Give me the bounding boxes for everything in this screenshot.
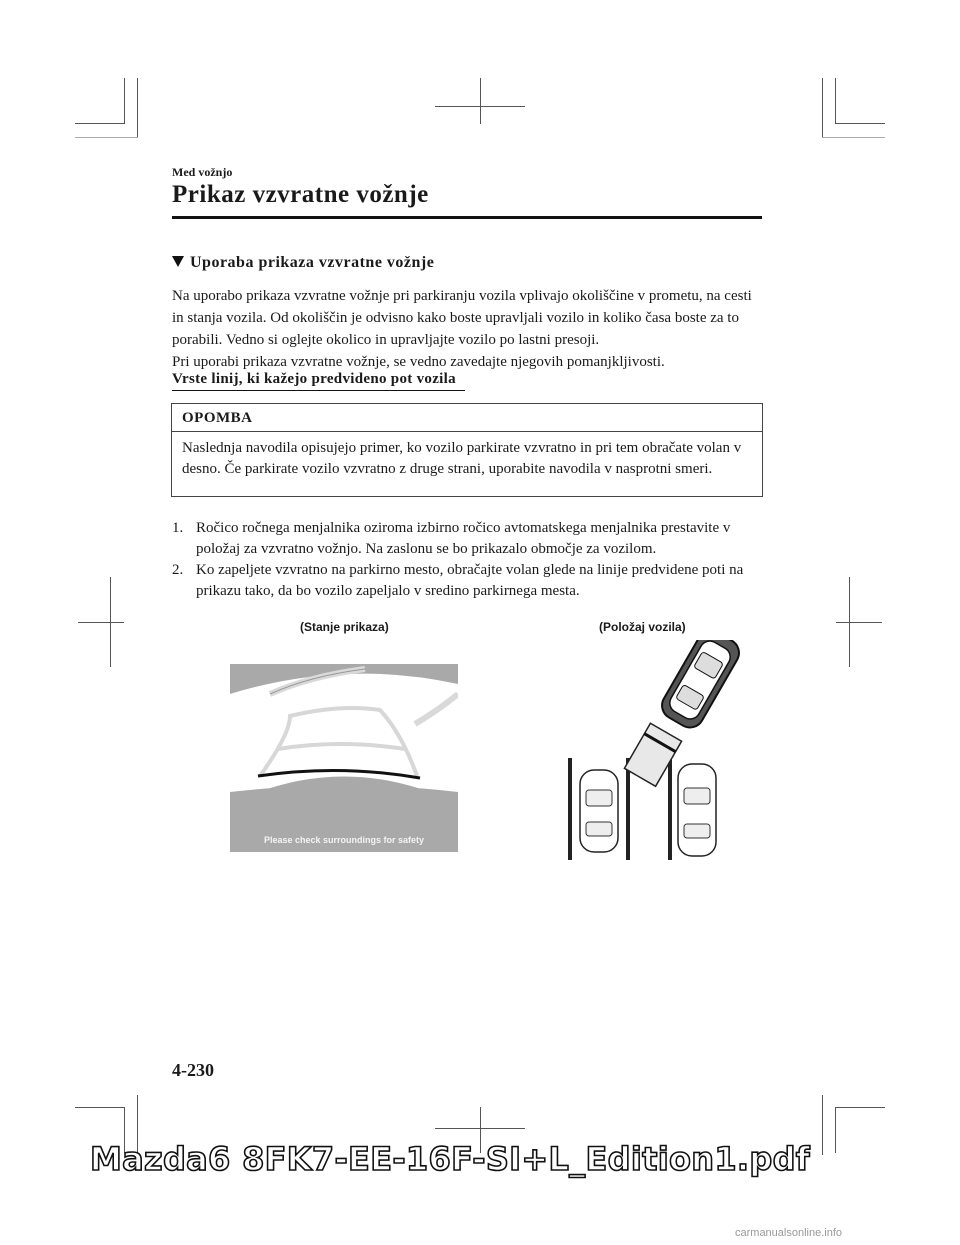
subheading: Vrste linij, ki kažejo predvideno pot vozila (172, 371, 456, 387)
list-item (172, 518, 762, 560)
step-number: 2. (172, 562, 184, 578)
list-item (172, 560, 762, 602)
footer-filename: Mazda6 8FK7-EE-16F-SI+L_Edition1.pdf (90, 1140, 811, 1178)
step-number: 1. (172, 520, 184, 536)
paragraph: Pri uporabi prikaza vzvratne vožnje, se vedno zavedajte njegovih pomanjkljivosti. (172, 354, 665, 370)
website-watermark[interactable]: carmanualsonline.info (735, 1227, 843, 1239)
note-box (171, 403, 763, 497)
triangle-bullet-icon (172, 256, 184, 267)
step-text: Ko zapeljete vzvratno na parkirno mesto, obračajte volan glede na linije predvidene poti na prikazu tako, da bo vozilo zapeljalo v sredino parkirnega mesta. (196, 562, 744, 599)
breadcrumb: Med vožnjo (172, 165, 233, 179)
body-text (172, 285, 764, 373)
figure-caption-display: (Stanje prikaza) (300, 620, 389, 634)
section-heading-text: Uporaba prikaza vzvratne vožnje (190, 254, 435, 271)
page-title: Prikaz vzvratne vožnje (172, 181, 429, 208)
figure-caption-vehicle: (Položaj vozila) (599, 620, 686, 634)
note-text: Naslednja navodila opisujejo primer, ko vozilo parkirate vzvratno in pri tem obračate volan v desno. Če parkirate vozilo vzvratno z druge strani, uporabite navodila v nasprotni smeri. (182, 440, 742, 477)
steps-list (172, 518, 762, 602)
step-text: Ročico ročnega menjalnika oziroma izbirno ročico avtomatskega menjalnika prestavite v položaj za vzvratno vožnjo. Na zaslonu se bo prikazalo območje za vozilom. (196, 520, 731, 557)
screen-safety-message: Please check surroundings for safety (263, 835, 425, 845)
title-rule (172, 216, 762, 219)
vehicle-position-illustration (550, 640, 750, 870)
note-label: OPOMBA (172, 404, 762, 432)
subheading-underline (172, 390, 465, 391)
paragraph: Na uporabo prikaza vzvratne vožnje pri parkiranju vozila vplivajo okoliščine v prometu, na cesti in stanja vozila. Od okoliščin je odvisno kako boste upravljali vozilo in koliko časa boste za to porabili. Vedno si oglejte okolico in upravljajte vozilo po lastni presoji. (172, 288, 752, 348)
section-heading (172, 254, 434, 272)
page-number: 4-230 (172, 1060, 214, 1080)
rear-camera-display-illustration (230, 664, 458, 852)
